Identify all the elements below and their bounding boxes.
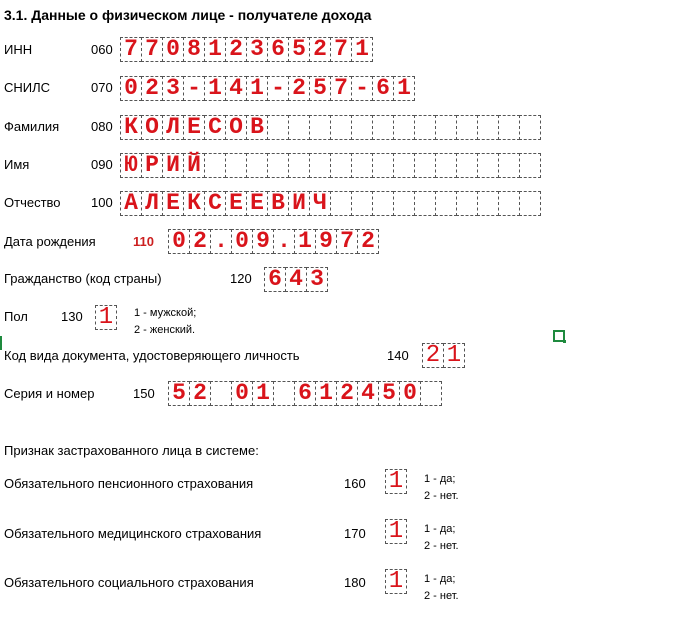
citizenship-code: 120 [230,271,252,286]
char-cell: 3 [162,76,184,101]
char-cell [498,191,520,216]
char-cell: Л [141,191,163,216]
char-cell: 2 [189,229,211,254]
char-cell: 1 [315,381,337,406]
series-number-code: 150 [133,386,155,401]
char-cell: В [246,115,268,140]
insured-item-code: 170 [344,526,366,541]
char-cell: 1 [95,305,117,330]
insured-option-no: 2 - нет. [424,490,459,502]
char-cell: 1 [393,76,415,101]
sex-option-2: 2 - женский. [134,324,196,336]
char-cell: Л [162,115,184,140]
char-cell [330,115,352,140]
char-cell [414,191,436,216]
char-cell: С [204,115,226,140]
char-cell [435,115,457,140]
char-cell [456,115,478,140]
char-cell [351,153,373,178]
char-cell [477,153,499,178]
green-edge-marker-icon [0,336,2,350]
patronymic-field[interactable] [120,191,541,216]
char-cell [519,153,541,178]
char-cell [330,153,352,178]
char-cell: К [120,115,142,140]
series-number-field[interactable] [168,381,442,406]
social-insurance-field[interactable] [385,569,407,594]
char-cell: 7 [336,229,358,254]
char-cell: 1 [443,343,465,368]
surname-label: Фамилия [4,119,60,134]
char-cell [288,153,310,178]
char-cell: 0 [120,76,142,101]
char-cell: Й [183,153,205,178]
char-cell: Ч [309,191,331,216]
insured-option-no: 2 - нет. [424,540,459,552]
birthdate-label: Дата рождения [4,234,96,249]
insured-heading: Признак застрахованного лица в системе: [4,443,259,458]
char-cell: 5 [168,381,190,406]
char-cell: О [225,115,247,140]
char-cell [420,381,442,406]
char-cell: 4 [285,267,307,292]
name-code: 090 [91,157,113,172]
char-cell [273,381,295,406]
sex-label: Пол [4,309,28,324]
sex-field[interactable] [95,305,117,330]
char-cell [435,191,457,216]
char-cell: 1 [385,469,407,494]
char-cell: 1 [204,76,226,101]
insured-option-no: 2 - нет. [424,590,459,602]
char-cell: - [267,76,289,101]
char-cell: . [273,229,295,254]
char-cell: 6 [264,267,286,292]
char-cell [267,153,289,178]
char-cell: 1 [385,519,407,544]
sex-code: 130 [61,309,83,324]
char-cell: 2 [336,381,358,406]
doc-type-label: Код вида документа, удостоверяющего личность [4,348,300,363]
char-cell [498,115,520,140]
surname-code: 080 [91,119,113,134]
char-cell: 9 [252,229,274,254]
char-cell [414,115,436,140]
char-cell: 6 [294,381,316,406]
selection-handle-dot-icon [563,340,566,343]
char-cell: О [141,115,163,140]
insured-option-yes: 1 - да; [424,573,456,585]
char-cell: Р [141,153,163,178]
snils-code: 070 [91,80,113,95]
citizenship-field[interactable] [264,267,328,292]
char-cell: 2 [309,37,331,62]
char-cell: 1 [204,37,226,62]
medical-insurance-field[interactable] [385,519,407,544]
char-cell: 5 [309,76,331,101]
char-cell: 7 [330,37,352,62]
char-cell: 2 [141,76,163,101]
char-cell [393,191,415,216]
char-cell [393,115,415,140]
char-cell [372,191,394,216]
char-cell: А [120,191,142,216]
insured-option-yes: 1 - да; [424,523,456,535]
birthdate-code: 110 [133,234,154,249]
char-cell: 0 [399,381,421,406]
char-cell: . [210,229,232,254]
char-cell: 1 [385,569,407,594]
char-cell [309,153,331,178]
char-cell [372,115,394,140]
char-cell: 7 [120,37,142,62]
char-cell: И [288,191,310,216]
inn-code: 060 [91,42,113,57]
series-number-label: Серия и номер [4,386,95,401]
char-cell: 6 [267,37,289,62]
char-cell: 2 [422,343,444,368]
patronymic-label: Отчество [4,195,61,210]
char-cell: 2 [189,381,211,406]
char-cell: 3 [246,37,268,62]
insured-item-code: 160 [344,476,366,491]
char-cell: 6 [372,76,394,101]
char-cell: Е [246,191,268,216]
char-cell: 0 [162,37,184,62]
char-cell: В [267,191,289,216]
char-cell: 1 [252,381,274,406]
char-cell: 3 [306,267,328,292]
insured-item-label: Обязательного пенсионного страхования [4,476,254,491]
char-cell [351,191,373,216]
patronymic-code: 100 [91,195,113,210]
char-cell: 0 [231,229,253,254]
char-cell: Е [225,191,247,216]
char-cell: - [351,76,373,101]
char-cell: 5 [288,37,310,62]
char-cell: Е [183,115,205,140]
char-cell: 8 [183,37,205,62]
char-cell: Е [162,191,184,216]
char-cell [435,153,457,178]
section-title: 3.1. Данные о физическом лице - получателе дохода [4,7,372,23]
name-field[interactable] [120,153,541,178]
insured-item-code: 180 [344,575,366,590]
snils-label: СНИЛС [4,80,51,95]
char-cell [519,191,541,216]
char-cell: - [183,76,205,101]
char-cell [309,115,331,140]
pension-insurance-field[interactable] [385,469,407,494]
birthdate-field[interactable] [168,229,379,254]
char-cell: К [183,191,205,216]
char-cell [351,115,373,140]
snils-field[interactable] [120,76,415,101]
char-cell: 1 [351,37,373,62]
char-cell: 9 [315,229,337,254]
char-cell: 0 [168,229,190,254]
name-label: Имя [4,157,30,172]
char-cell [204,153,226,178]
insured-item-label: Обязательного медицинского страхования [4,526,262,541]
char-cell [225,153,247,178]
char-cell [246,153,268,178]
sex-option-1: 1 - мужской; [134,307,197,319]
char-cell: 2 [225,37,247,62]
char-cell: 1 [294,229,316,254]
char-cell [519,115,541,140]
inn-label: ИНН [4,42,33,57]
char-cell [456,191,478,216]
char-cell: 2 [357,229,379,254]
char-cell [414,153,436,178]
char-cell [393,153,415,178]
char-cell: 5 [378,381,400,406]
char-cell [372,153,394,178]
char-cell: 2 [288,76,310,101]
surname-field[interactable] [120,115,541,140]
char-cell: 1 [246,76,268,101]
char-cell [498,153,520,178]
char-cell: 4 [357,381,379,406]
char-cell [288,115,310,140]
char-cell [210,381,232,406]
insured-option-yes: 1 - да; [424,473,456,485]
char-cell [267,115,289,140]
char-cell: 4 [225,76,247,101]
char-cell: Ю [120,153,142,178]
doc-type-field[interactable] [422,343,465,368]
doc-type-code: 140 [387,348,409,363]
citizenship-label: Гражданство (код страны) [4,271,162,286]
char-cell [477,191,499,216]
char-cell: С [204,191,226,216]
char-cell [477,115,499,140]
insured-item-label: Обязательного социального страхования [4,575,254,590]
char-cell [330,191,352,216]
char-cell [456,153,478,178]
char-cell: 7 [141,37,163,62]
char-cell: 7 [330,76,352,101]
inn-field[interactable] [120,37,373,62]
char-cell: И [162,153,184,178]
char-cell: 0 [231,381,253,406]
